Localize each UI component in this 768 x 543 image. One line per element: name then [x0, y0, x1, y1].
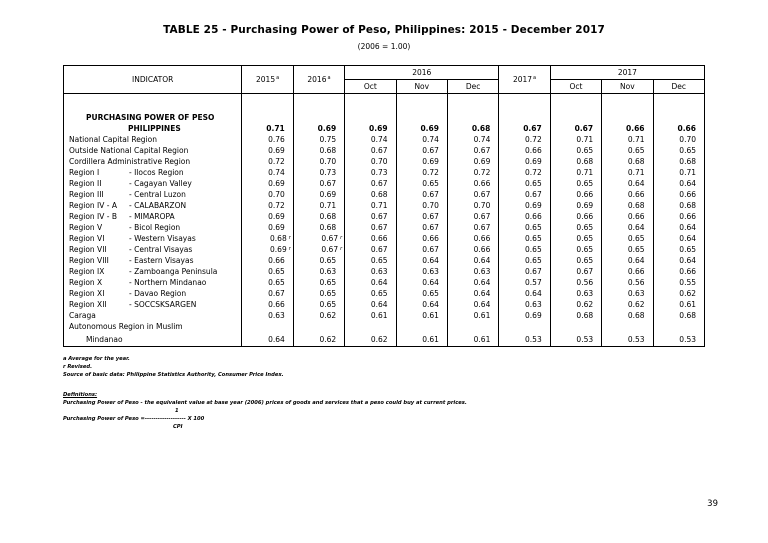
value-cell: 0.67 [396, 145, 447, 156]
value-cell: 0.53 [550, 332, 601, 347]
value-cell: 0.63 [499, 299, 550, 310]
table-row [64, 321, 705, 332]
dec-2016-header: Dec [447, 80, 498, 94]
value-cell: 0.62 [653, 288, 704, 299]
table-row [64, 332, 705, 347]
value-cell: 0.68 $^r$ [242, 233, 293, 244]
value-cell: 0.67 [242, 288, 293, 299]
value-cell: 0.73 [345, 167, 396, 178]
table-row [64, 123, 705, 134]
table-row [64, 167, 705, 178]
page-number: 39 [707, 499, 718, 509]
definitions-heading: Definitions: [63, 392, 98, 398]
value-cell: 0.66 [447, 244, 498, 255]
value-cell: 0.66 [653, 123, 704, 134]
value-cell: 0.65 [293, 277, 344, 288]
value-cell: 0.66 [499, 211, 550, 222]
table-row [64, 200, 705, 211]
value-cell: 0.61 [447, 310, 498, 321]
value-cell: 0.67 [499, 189, 550, 200]
value-cell: 0.67 [550, 266, 601, 277]
value-cell: 0.65 [499, 222, 550, 233]
note-source: Source of basic data: Philippine Statistics Authority, Consumer Price Index. [63, 372, 284, 378]
value-cell: 0.64 [396, 277, 447, 288]
empty-cell [447, 321, 498, 332]
value-cell: 0.65 [293, 288, 344, 299]
value-cell: 0.68 [602, 200, 653, 211]
value-cell: 0.68 [653, 310, 704, 321]
nov-2016-header: Nov [396, 80, 447, 94]
value-cell: 0.56 [602, 277, 653, 288]
row-label: Region IV - B - MIMAROPA [64, 211, 242, 222]
value-cell: 0.64 [653, 255, 704, 266]
value-cell: 0.62 [550, 299, 601, 310]
row-label: Mindanao [64, 332, 242, 347]
row-label: Region VI - Western Visayas [64, 233, 242, 244]
value-cell: 0.66 [653, 211, 704, 222]
row-label: Region IX - Zamboanga Peninsula [64, 266, 242, 277]
value-cell: 0.61 [396, 310, 447, 321]
value-cell: 0.66 [653, 189, 704, 200]
value-cell: 0.55 [653, 277, 704, 288]
value-cell: 0.64 [499, 288, 550, 299]
value-cell: 0.65 [242, 277, 293, 288]
value-cell: 0.66 [447, 233, 498, 244]
value-cell: 0.72 [242, 200, 293, 211]
value-cell: 0.64 [447, 299, 498, 310]
value-cell: 0.67 [293, 178, 344, 189]
definitions [63, 391, 467, 431]
value-cell: 0.72 [499, 134, 550, 145]
value-cell: 0.68 [602, 310, 653, 321]
value-cell: 0.74 [345, 134, 396, 145]
value-cell: 0.67 [447, 211, 498, 222]
value-cell: 0.62 [293, 310, 344, 321]
table-row [64, 255, 705, 266]
value-cell: 0.53 [499, 332, 550, 347]
value-cell: 0.68 [293, 211, 344, 222]
value-cell: 0.65 [499, 178, 550, 189]
value-cell: 0.53 [602, 332, 653, 347]
value-cell: 0.61 [345, 310, 396, 321]
data-table [63, 65, 705, 347]
empty-cell [550, 321, 601, 332]
row-label: Autonomous Region in Muslim [64, 321, 242, 332]
value-cell: 0.69 [550, 200, 601, 211]
value-cell: 0.71 [653, 167, 704, 178]
value-cell: 0.70 [345, 156, 396, 167]
note-average: a Average for the year. [63, 356, 130, 362]
section-title: PURCHASING POWER OF PESO [64, 112, 242, 123]
value-cell: 0.69 [293, 123, 344, 134]
value-cell: 0.64 [653, 233, 704, 244]
row-label: Outside National Capital Region [64, 145, 242, 156]
value-cell: 0.67 [550, 123, 601, 134]
value-cell: 0.62 [345, 332, 396, 347]
value-cell: 0.68 [550, 156, 601, 167]
row-label: PHILIPPINES [64, 123, 242, 134]
value-cell: 0.68 [293, 145, 344, 156]
table-subtitle: (2006 = 1.00) [357, 42, 411, 51]
footnotes [63, 355, 284, 379]
value-cell: 0.66 [602, 123, 653, 134]
empty-cell [653, 321, 704, 332]
value-cell: 0.71 [602, 134, 653, 145]
value-cell: 0.63 [396, 266, 447, 277]
value-cell: 0.65 [345, 255, 396, 266]
value-cell: 0.68 [293, 222, 344, 233]
oct-2017-header: Oct [550, 80, 601, 94]
note-revised: r Revised. [63, 364, 93, 370]
row-label: Caraga [64, 310, 242, 321]
value-cell: 0.72 [396, 167, 447, 178]
value-cell: 0.63 [345, 266, 396, 277]
oct-2016-header: Oct [345, 80, 396, 94]
value-cell: 0.56 [550, 277, 601, 288]
empty-cell [396, 321, 447, 332]
value-cell: 0.66 [447, 178, 498, 189]
value-cell: 0.69 [499, 310, 550, 321]
value-cell: 0.68 [602, 156, 653, 167]
value-cell: 0.72 [242, 156, 293, 167]
value-cell: 0.70 [293, 156, 344, 167]
value-cell: 0.64 [345, 299, 396, 310]
value-cell: 0.64 [447, 277, 498, 288]
value-cell: 0.64 [653, 222, 704, 233]
value-cell: 0.68 [653, 200, 704, 211]
value-cell: 0.65 [499, 233, 550, 244]
value-cell: 0.68 [447, 123, 498, 134]
value-cell: 0.70 [242, 189, 293, 200]
table-row [64, 266, 705, 277]
value-cell: 0.66 [345, 233, 396, 244]
row-label: Region III - Central Luzon [64, 189, 242, 200]
value-cell: 0.66 [550, 211, 601, 222]
table-row [64, 189, 705, 200]
row-label: National Capital Region [64, 134, 242, 145]
value-cell: 0.66 [602, 266, 653, 277]
table-row [64, 233, 705, 244]
value-cell: 0.66 [242, 299, 293, 310]
value-cell: 0.67 [396, 222, 447, 233]
value-cell: 0.68 [550, 310, 601, 321]
value-cell: 0.76 [242, 134, 293, 145]
value-cell: 0.67 [345, 244, 396, 255]
value-cell: 0.68 [653, 156, 704, 167]
value-cell: 0.65 [602, 233, 653, 244]
value-cell: 0.63 [447, 266, 498, 277]
value-cell: 0.64 [447, 255, 498, 266]
table-row [64, 145, 705, 156]
value-cell: 0.65 [499, 255, 550, 266]
value-cell: 0.65 [602, 145, 653, 156]
value-cell: 0.63 [602, 288, 653, 299]
row-label: Region VIII - Eastern Visayas [64, 255, 242, 266]
value-cell: 0.69 [242, 178, 293, 189]
value-cell: 0.64 [602, 222, 653, 233]
definitions-text: Purchasing Power of Peso - the equivalent value at base year (2006) prices of goods and services that a peso could buy at current prices. [63, 400, 467, 406]
empty-cell [499, 321, 550, 332]
value-cell: 0.66 [499, 145, 550, 156]
value-cell: 0.64 [242, 332, 293, 347]
value-cell: 0.69 [499, 156, 550, 167]
value-cell: 0.66 [242, 255, 293, 266]
row-label: Region X - Northern Mindanao [64, 277, 242, 288]
value-cell: 0.73 [293, 167, 344, 178]
empty-cell [345, 321, 396, 332]
row-label: Region II - Cagayan Valley [64, 178, 242, 189]
empty-cell [242, 321, 293, 332]
value-cell: 0.66 [396, 233, 447, 244]
value-cell: 0.65 [653, 244, 704, 255]
value-cell: 0.69 [396, 123, 447, 134]
row-label: Region V - Bicol Region [64, 222, 242, 233]
row-label: Cordillera Administrative Region [64, 156, 242, 167]
group-2016-header: 2016 [345, 66, 499, 80]
value-cell: 0.61 [396, 332, 447, 347]
value-cell: 0.71 [602, 167, 653, 178]
formula-numerator: 1 [175, 408, 179, 414]
value-cell: 0.67 [447, 145, 498, 156]
indicator-header: INDICATOR [64, 66, 242, 94]
row-label: Region XII - SOCCSKSARGEN [64, 299, 242, 310]
value-cell: 0.75 [293, 134, 344, 145]
col-2015-header: 2015$^a$ [242, 66, 293, 94]
table-row [64, 156, 705, 167]
value-cell: 0.71 [242, 123, 293, 134]
value-cell: 0.53 [653, 332, 704, 347]
table-row [64, 244, 705, 255]
row-label: Region I - Ilocos Region [64, 167, 242, 178]
value-cell: 0.67 [345, 145, 396, 156]
empty-cell [602, 321, 653, 332]
value-cell: 0.74 [447, 134, 498, 145]
value-cell: 0.69 [242, 211, 293, 222]
table-row [64, 277, 705, 288]
value-cell: 0.65 [550, 145, 601, 156]
value-cell: 0.64 [396, 299, 447, 310]
table-row [64, 178, 705, 189]
table-row [64, 288, 705, 299]
value-cell: 0.61 [653, 299, 704, 310]
table-row [64, 222, 705, 233]
value-cell: 0.72 [447, 167, 498, 178]
value-cell: 0.61 [447, 332, 498, 347]
value-cell: 0.67 [345, 222, 396, 233]
table-row [64, 299, 705, 310]
value-cell: 0.69 [396, 156, 447, 167]
value-cell: 0.65 [242, 266, 293, 277]
value-cell: 0.63 [242, 310, 293, 321]
value-cell: 0.64 [345, 277, 396, 288]
value-cell: 0.74 [396, 134, 447, 145]
value-cell: 0.71 [293, 200, 344, 211]
value-cell: 0.64 [653, 178, 704, 189]
value-cell: 0.69 [293, 189, 344, 200]
value-cell: 0.67 [345, 211, 396, 222]
value-cell: 0.65 [499, 244, 550, 255]
value-cell: 0.71 [345, 200, 396, 211]
value-cell: 0.66 [653, 266, 704, 277]
table-title: TABLE 25 - Purchasing Power of Peso, Philippines: 2015 - December 2017 [163, 24, 605, 36]
table-row [64, 310, 705, 321]
value-cell: 0.65 [293, 299, 344, 310]
value-cell: 0.69 $^r$ [242, 244, 293, 255]
table-row [64, 211, 705, 222]
value-cell: 0.67 [345, 178, 396, 189]
value-cell: 0.68 [345, 189, 396, 200]
value-cell: 0.67 [396, 211, 447, 222]
value-cell: 0.70 [653, 134, 704, 145]
value-cell: 0.67 [499, 266, 550, 277]
formula-denominator: CPI [173, 424, 183, 430]
formula: Purchasing Power of Peso =------------------- X 100 [63, 416, 205, 422]
value-cell: 0.65 [345, 288, 396, 299]
col-2016-header: 2016$^a$ [293, 66, 344, 94]
value-cell: 0.69 [499, 200, 550, 211]
value-cell: 0.69 [447, 156, 498, 167]
value-cell: 0.64 [602, 255, 653, 266]
value-cell: 0.64 [602, 178, 653, 189]
value-cell: 0.65 [293, 255, 344, 266]
value-cell: 0.65 [396, 178, 447, 189]
value-cell: 0.65 [550, 233, 601, 244]
value-cell: 0.65 [653, 145, 704, 156]
value-cell: 0.74 [242, 167, 293, 178]
value-cell: 0.62 [293, 332, 344, 347]
value-cell: 0.67 $^r$ [293, 233, 344, 244]
value-cell: 0.67 [396, 189, 447, 200]
value-cell: 0.65 [396, 288, 447, 299]
value-cell: 0.63 [293, 266, 344, 277]
value-cell: 0.65 [550, 255, 601, 266]
value-cell: 0.70 [396, 200, 447, 211]
value-cell: 0.67 [447, 189, 498, 200]
value-cell: 0.67 [396, 244, 447, 255]
group-2017-header: 2017 [550, 66, 704, 80]
table-row [64, 134, 705, 145]
dec-2017-header: Dec [653, 80, 704, 94]
row-label: Region IV - A - CALABARZON [64, 200, 242, 211]
value-cell: 0.70 [447, 200, 498, 211]
value-cell: 0.72 [499, 167, 550, 178]
value-cell: 0.69 [345, 123, 396, 134]
value-cell: 0.65 [550, 178, 601, 189]
value-cell: 0.69 [242, 222, 293, 233]
row-label: Region XI - Davao Region [64, 288, 242, 299]
value-cell: 0.65 [602, 244, 653, 255]
value-cell: 0.64 [396, 255, 447, 266]
col-2017-header: 2017$^a$ [499, 66, 550, 94]
value-cell: 0.63 [550, 288, 601, 299]
nov-2017-header: Nov [602, 80, 653, 94]
value-cell: 0.62 [602, 299, 653, 310]
value-cell: 0.65 [550, 222, 601, 233]
value-cell: 0.71 [550, 134, 601, 145]
row-label: Region VII - Central Visayas [64, 244, 242, 255]
value-cell: 0.65 [550, 244, 601, 255]
value-cell: 0.66 [602, 211, 653, 222]
value-cell: 0.64 [447, 288, 498, 299]
empty-cell [293, 321, 344, 332]
value-cell: 0.71 [550, 167, 601, 178]
value-cell: 0.67 [499, 123, 550, 134]
value-cell: 0.67 [447, 222, 498, 233]
value-cell: 0.66 [550, 189, 601, 200]
value-cell: 0.69 [242, 145, 293, 156]
value-cell: 0.66 [602, 189, 653, 200]
value-cell: 0.57 [499, 277, 550, 288]
value-cell: 0.67 $^r$ [293, 244, 344, 255]
